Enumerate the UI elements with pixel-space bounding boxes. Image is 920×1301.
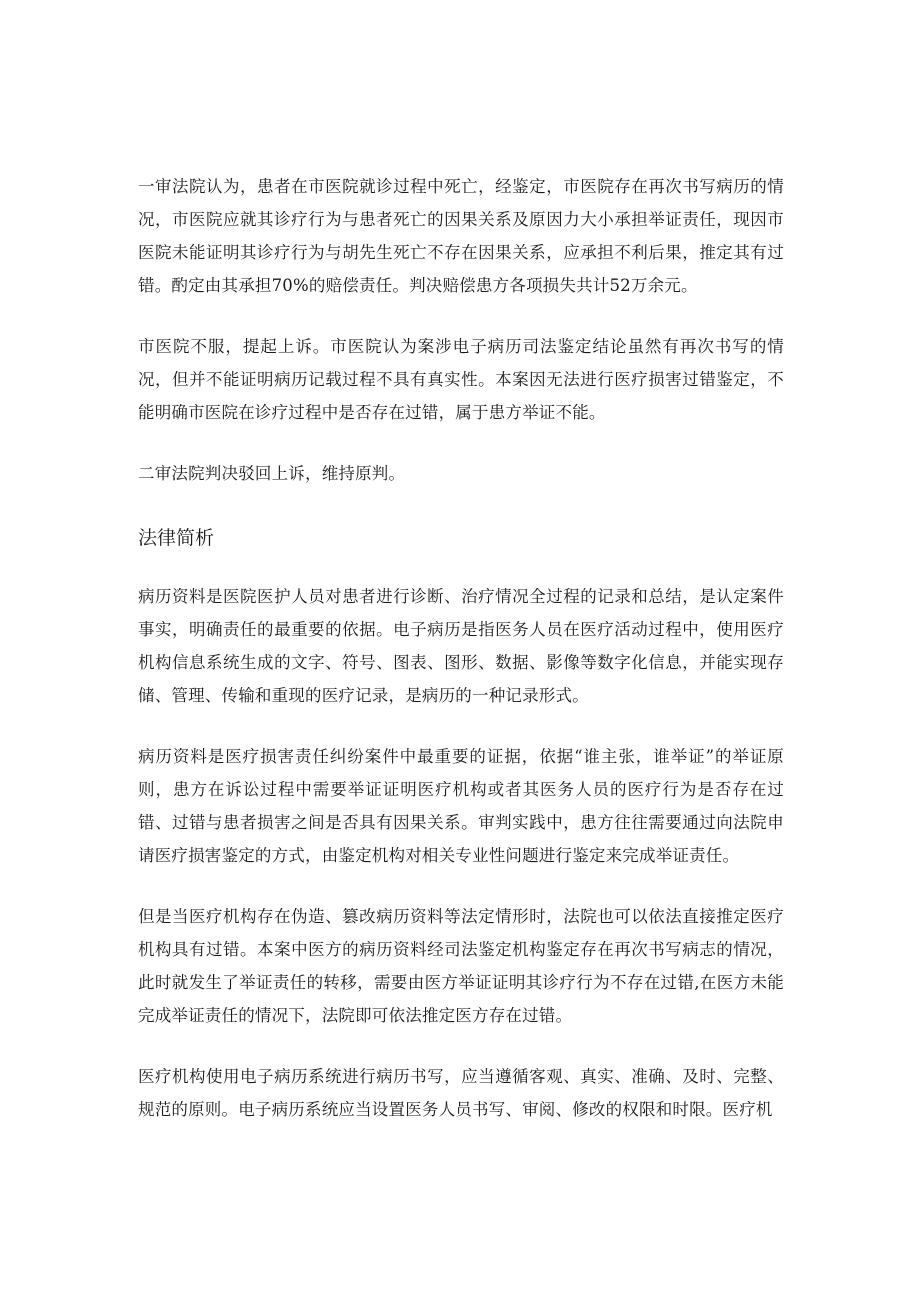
paragraph-medical-records: 病历资料是医院医护人员对患者进行诊断、治疗情况全过程的记录和总结，是认定案件事实，明确责任的最重要的依据。电子病历是指医务人员在医疗活动过程中，使用医疗机构信息系统生成的文字、符号、图表、图形、数据、影像等数字化信息，并能实现存储、管理、传输和重现的医疗记录，是病历的一种记录形式。 [138,587,784,705]
paragraph-electronic-records-system: 医疗机构使用电子病历系统进行病历书写，应当遵循客观、真实、准确、及时、完整、规范的原则。电子病历系统应当设置医务人员书写、审阅、修改的权限和时限。医疗机 [138,1067,784,1119]
section-heading-legal-analysis: 法律简析 [138,527,215,549]
paragraph-appeal: 市医院不服，提起上诉。市医院认为案涉电子病历司法鉴定结论虽然有再次书写的情况，但并不能证明病历记载过程不具有真实性。本案因无法进行医疗损害过错鉴定，不能明确市医院在诊疗过程中是否存在过错，属于患方举证不能。 [138,337,784,422]
paragraph-presumption-of-fault: 但是当医疗机构存在伪造、篡改病历资料等法定情形时，法院也可以依法直接推定医疗机构具有过错。本案中医方的病历资料经司法鉴定机构鉴定存在再次书写病志的情况，此时就发生了举证责任的转移，需要由医方举证证明其诊疗行为不存在过错,在医方未能完成举证责任的情况下，法院即可依法推定医方存在过错。 [138,907,784,1025]
paragraph-burden-of-proof: 病历资料是医疗损害责任纠纷案件中最重要的证据，依据“谁主张，谁举证”的举证原则，患方在诉讼过程中需要举证证明医疗机构或者其医务人员的医疗行为是否存在过错、过错与患者损害之间是否具有因果关系。审判实践中，患方往往需要通过向法院申请医疗损害鉴定的方式，由鉴定机构对相关专业性问题进行鉴定来完成举证责任。 [138,747,784,865]
paragraph-first-instance-ruling: 一审法院认为，患者在市医院就诊过程中死亡，经鉴定，市医院存在再次书写病历的情况，市医院应就其诊疗行为与患者死亡的因果关系及原因力大小承担举证责任，现因市医院未能证明其诊疗行为与胡先生死亡不存在因果关系，应承担不利后果，推定其有过错。酌定由其承担70%的赔偿责任。判决赔偿患方各项损失共计52万余元。 [138,177,784,295]
paragraph-second-instance-ruling: 二审法院判决驳回上诉，维持原判。 [138,464,406,483]
document-page [138,170,784,1126]
